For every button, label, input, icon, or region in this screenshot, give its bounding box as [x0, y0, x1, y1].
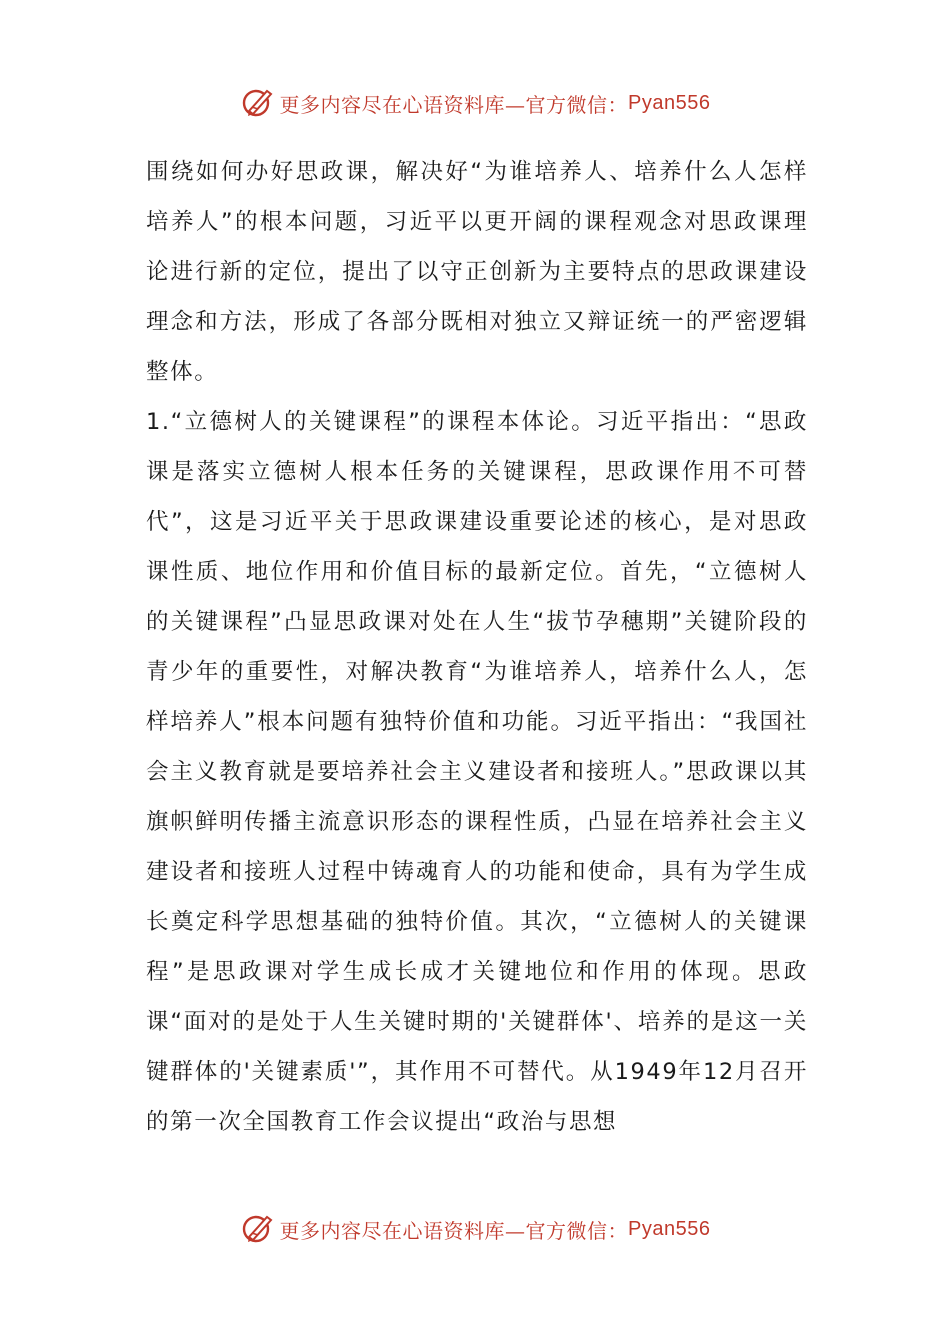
page-footer [0, 1209, 950, 1249]
footer-brand [240, 1211, 711, 1247]
paragraph-intro: 围绕如何办好思政课，解决好“为谁培养人、培养什么人怎样培养人”的根本问题，习近平以更开阔的课程观念对思政课理论进行新的定位，提出了以守正创新为主要特点的思政课建设理念和方法，形成了各部分既相对独立又辩证统一的严密逻辑整体。 [146, 159, 808, 385]
document-body [146, 147, 808, 1147]
header-brand [240, 85, 711, 121]
pen-logo-icon [240, 85, 276, 121]
header-brand-text: 更多内容尽在心语资料库—官方微信： [279, 92, 629, 117]
header-wechat-id: Pyan556 [628, 91, 711, 114]
pen-logo-icon [240, 1211, 276, 1247]
footer-wechat-id: Pyan556 [628, 1217, 711, 1240]
footer-brand-text: 更多内容尽在心语资料库—官方微信： [279, 1218, 629, 1243]
page-header [0, 83, 950, 123]
paragraph-section-1: 1.“立德树人的关键课程”的课程本体论。习近平指出：“思政课是落实立德树人根本任务的关键课程，思政课作用不可替代”，这是习近平关于思政课建设重要论述的核心，是对思政课性质、地位作用和价值目标的最新定位。首先，“立德树人的关键课程”凸显思政课对处在人生“拔节孕穗期”关键阶段的青少年的重要性，对解决教育“为谁培养人，培养什么人，怎样培养人”根本问题有独特价值和功能。习近平指出：“我国社会主义教育就是要培养社会主义建设者和接班人。”思政课以其旗帜鲜明传播主流意识形态的课程性质，凸显在培养社会主义建设者和接班人过程中铸魂育人的功能和使命，具有为学生成长奠定科学思想基础的独特价值。其次，“立德树人的关键课程”是思政课对学生成长成才关键地位和作用的体现。思政课“面对的是处于人生关键时期的'关键群体'、培养的是这一关键群体的'关键素质'”，其作用不可替代。从1949年12月召开的第一次全国教育工作会议提出“政治与思想 [146, 409, 808, 1135]
